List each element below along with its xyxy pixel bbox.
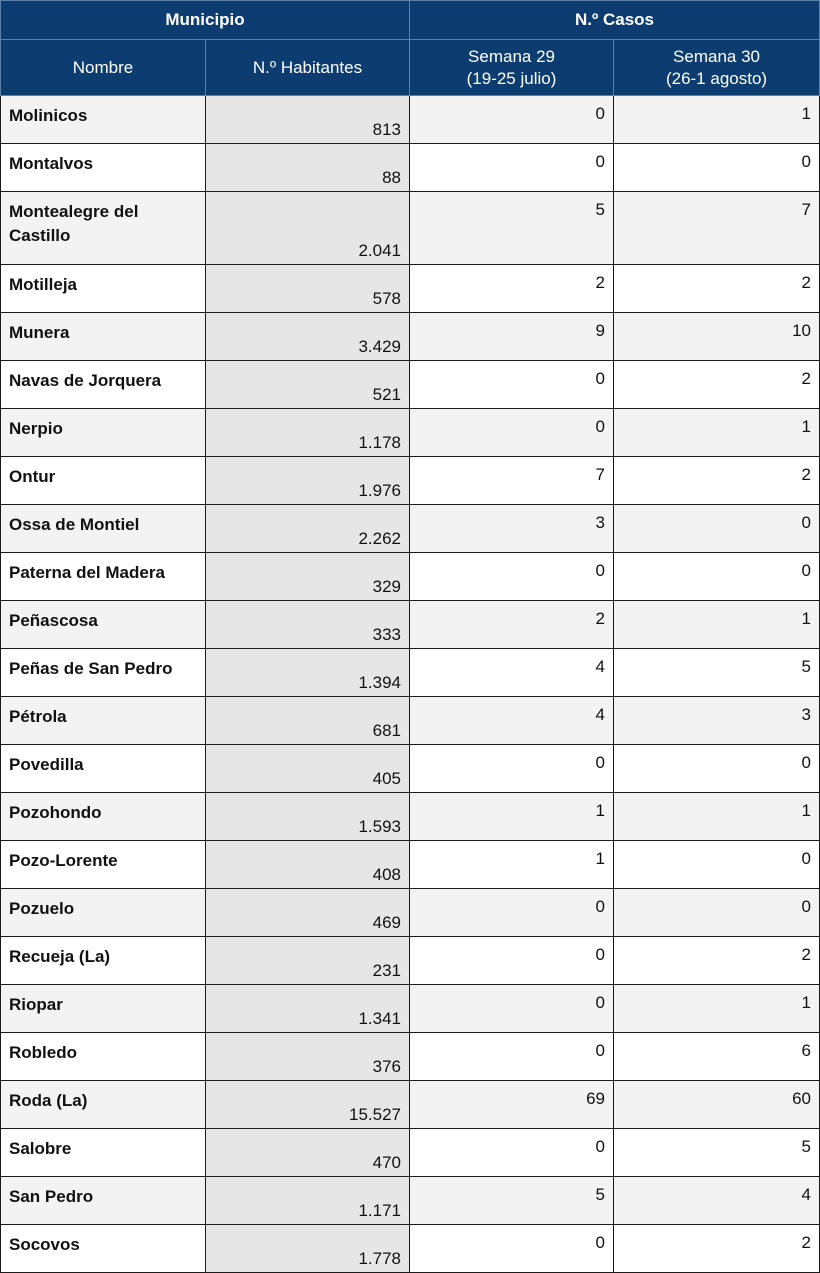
table-row [1, 505, 820, 553]
table-row [1, 144, 820, 192]
table-row [1, 361, 820, 409]
table-row [1, 265, 820, 313]
table-row [1, 649, 820, 697]
semana-30-cases: 4 [614, 1177, 820, 1225]
table-row [1, 745, 820, 793]
semana-29-cases: 5 [410, 1177, 614, 1225]
semana-30-cases: 5 [614, 649, 820, 697]
semana-30-cases: 2 [614, 937, 820, 985]
semana-29-cases: 0 [410, 1129, 614, 1177]
municipio-name: Pozohondo [1, 793, 206, 841]
habitantes-value: 1.778 [206, 1225, 410, 1273]
habitantes-value: 1.593 [206, 793, 410, 841]
municipio-name: Salobre [1, 1129, 206, 1177]
semana-30-cases: 60 [614, 1081, 820, 1129]
semana-30-cases: 1 [614, 985, 820, 1033]
header-habitantes: N.º Habitantes [206, 40, 410, 96]
habitantes-value: 521 [206, 361, 410, 409]
semana-29-cases: 0 [410, 361, 614, 409]
semana-30-cases: 3 [614, 697, 820, 745]
semana-30-cases: 0 [614, 841, 820, 889]
semana-30-cases: 0 [614, 745, 820, 793]
semana-29-cases: 4 [410, 697, 614, 745]
municipio-name: Roda (La) [1, 1081, 206, 1129]
semana-29-cases: 0 [410, 745, 614, 793]
habitantes-value: 1.178 [206, 409, 410, 457]
municipio-name: Ossa de Montiel [1, 505, 206, 553]
semana-30-cases: 0 [614, 505, 820, 553]
header-semana-29 [410, 40, 614, 96]
habitantes-value: 469 [206, 889, 410, 937]
municipio-name: Montealegre del Castillo [1, 192, 206, 265]
semana-29-cases: 69 [410, 1081, 614, 1129]
municipio-name: Munera [1, 313, 206, 361]
semana-29-cases: 0 [410, 96, 614, 144]
municipio-name: Paterna del Madera [1, 553, 206, 601]
table-row [1, 697, 820, 745]
table-row [1, 601, 820, 649]
header-casos: N.º Casos [410, 1, 820, 40]
semana-29-cases: 0 [410, 985, 614, 1033]
municipio-name: Socovos [1, 1225, 206, 1273]
table-row [1, 1033, 820, 1081]
habitantes-value: 2.262 [206, 505, 410, 553]
semana-29-cases: 1 [410, 841, 614, 889]
header-semana-30-title: Semana 30 [673, 46, 760, 66]
semana-29-cases: 3 [410, 505, 614, 553]
municipio-name: Peñascosa [1, 601, 206, 649]
habitantes-value: 15.527 [206, 1081, 410, 1129]
municipio-name: Nerpio [1, 409, 206, 457]
semana-30-cases: 10 [614, 313, 820, 361]
habitantes-value: 681 [206, 697, 410, 745]
table-row [1, 313, 820, 361]
semana-30-cases: 0 [614, 553, 820, 601]
habitantes-value: 88 [206, 144, 410, 192]
semana-29-cases: 9 [410, 313, 614, 361]
municipio-name: San Pedro [1, 1177, 206, 1225]
table-row [1, 889, 820, 937]
municipio-name: Pozuelo [1, 889, 206, 937]
habitantes-value: 1.394 [206, 649, 410, 697]
semana-29-cases: 2 [410, 265, 614, 313]
semana-29-cases: 4 [410, 649, 614, 697]
habitantes-value: 470 [206, 1129, 410, 1177]
semana-29-cases: 0 [410, 409, 614, 457]
municipio-name: Riopar [1, 985, 206, 1033]
semana-30-cases: 7 [614, 192, 820, 265]
table-row [1, 96, 820, 144]
semana-30-cases: 1 [614, 409, 820, 457]
semana-29-cases: 5 [410, 192, 614, 265]
habitantes-value: 1.976 [206, 457, 410, 505]
municipio-name: Recueja (La) [1, 937, 206, 985]
semana-30-cases: 2 [614, 265, 820, 313]
table-row [1, 192, 820, 265]
municipio-name: Ontur [1, 457, 206, 505]
habitantes-value: 408 [206, 841, 410, 889]
table-row [1, 793, 820, 841]
municipio-name: Molinicos [1, 96, 206, 144]
municipio-name: Navas de Jorquera [1, 361, 206, 409]
habitantes-value: 2.041 [206, 192, 410, 265]
header-semana-30 [614, 40, 820, 96]
table-row [1, 841, 820, 889]
table-body [1, 96, 820, 1273]
habitantes-value: 813 [206, 96, 410, 144]
municipio-name: Montalvos [1, 144, 206, 192]
municipio-name: Povedilla [1, 745, 206, 793]
table-row [1, 409, 820, 457]
habitantes-value: 578 [206, 265, 410, 313]
semana-30-cases: 2 [614, 457, 820, 505]
header-semana-30-dates: (26-1 agosto) [665, 68, 768, 88]
table-row [1, 553, 820, 601]
habitantes-value: 329 [206, 553, 410, 601]
municipio-name: Pozo-Lorente [1, 841, 206, 889]
habitantes-value: 1.341 [206, 985, 410, 1033]
semana-29-cases: 0 [410, 937, 614, 985]
semana-29-cases: 0 [410, 553, 614, 601]
header-semana-29-title: Semana 29 [468, 46, 555, 66]
semana-29-cases: 7 [410, 457, 614, 505]
habitantes-value: 1.171 [206, 1177, 410, 1225]
municipio-name: Motilleja [1, 265, 206, 313]
habitantes-value: 333 [206, 601, 410, 649]
semana-30-cases: 1 [614, 96, 820, 144]
table-row [1, 457, 820, 505]
semana-30-cases: 0 [614, 889, 820, 937]
semana-30-cases: 5 [614, 1129, 820, 1177]
semana-30-cases: 1 [614, 793, 820, 841]
header-nombre: Nombre [1, 40, 206, 96]
semana-30-cases: 2 [614, 361, 820, 409]
municipio-name: Pétrola [1, 697, 206, 745]
table-row [1, 1225, 820, 1273]
semana-29-cases: 1 [410, 793, 614, 841]
habitantes-value: 231 [206, 937, 410, 985]
semana-29-cases: 0 [410, 144, 614, 192]
header-municipio: Municipio [1, 1, 410, 40]
table-row [1, 937, 820, 985]
habitantes-value: 376 [206, 1033, 410, 1081]
semana-29-cases: 0 [410, 1033, 614, 1081]
municipio-name: Peñas de San Pedro [1, 649, 206, 697]
semana-29-cases: 0 [410, 889, 614, 937]
habitantes-value: 3.429 [206, 313, 410, 361]
semana-30-cases: 2 [614, 1225, 820, 1273]
habitantes-value: 405 [206, 745, 410, 793]
table-row [1, 1081, 820, 1129]
semana-30-cases: 6 [614, 1033, 820, 1081]
semana-29-cases: 0 [410, 1225, 614, 1273]
semana-29-cases: 2 [410, 601, 614, 649]
municipio-name: Robledo [1, 1033, 206, 1081]
table-row [1, 985, 820, 1033]
table-row [1, 1177, 820, 1225]
semana-30-cases: 0 [614, 144, 820, 192]
header-semana-29-dates: (19-25 julio) [466, 68, 557, 88]
semana-30-cases: 1 [614, 601, 820, 649]
table-row [1, 1129, 820, 1177]
